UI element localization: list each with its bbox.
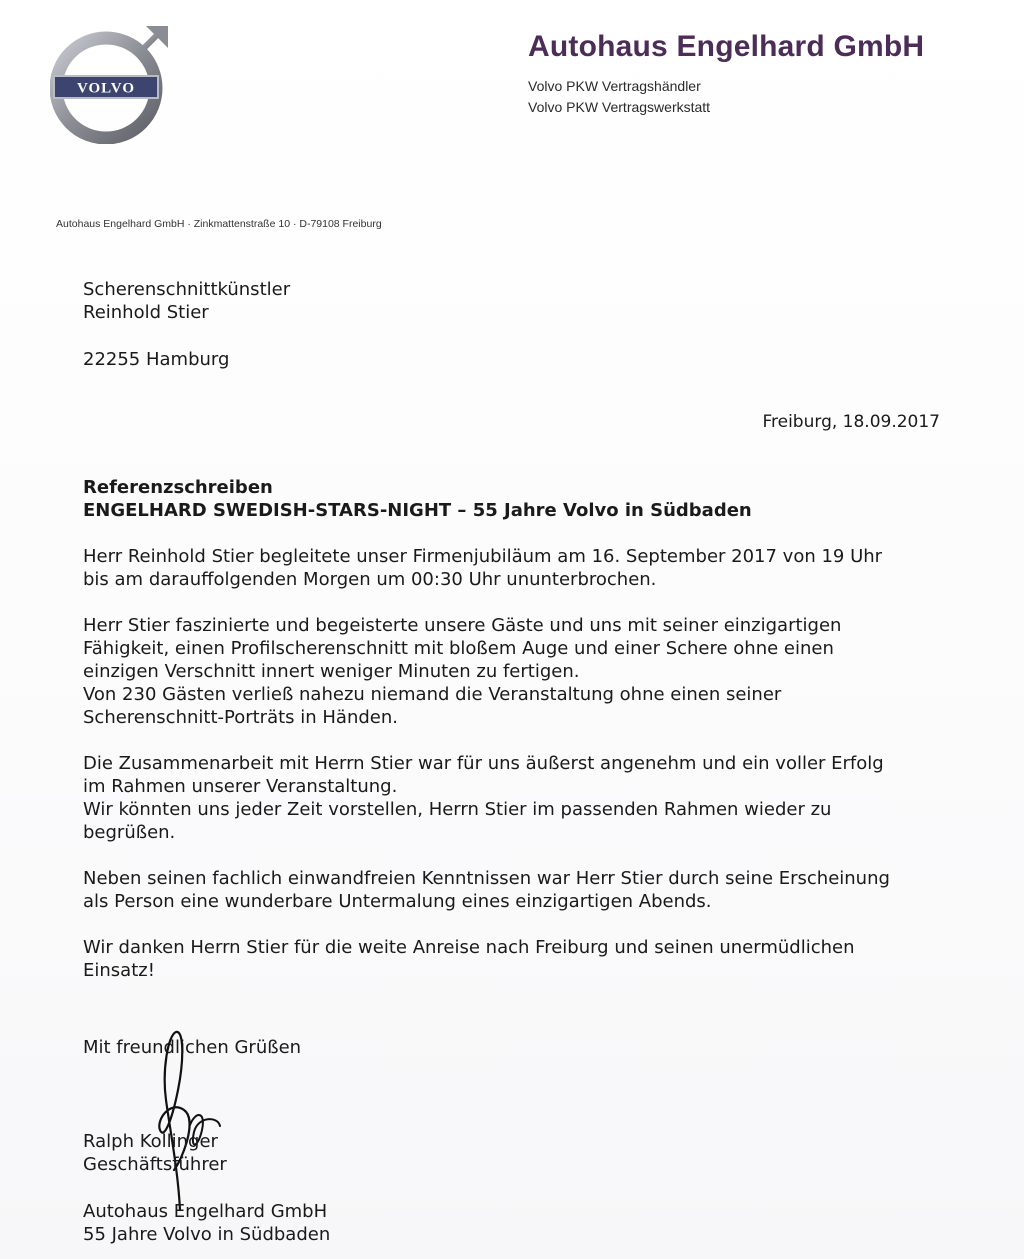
subject-line-1: Referenzschreiben: [83, 477, 273, 498]
footer-company: Autohaus Engelhard GmbH: [83, 1201, 328, 1222]
paragraph-line: einzigen Verschnitt innert weniger Minuten zu fertigen.: [83, 661, 580, 682]
paragraph-line: Von 230 Gästen verließ nahezu niemand die Veranstaltung ohne einen seiner: [83, 684, 782, 705]
paragraph-3: [83, 752, 961, 844]
recipient-city: 22255 Hamburg: [83, 349, 230, 370]
closing-salutation: Mit freundlichen Grüßen: [83, 1037, 302, 1058]
paragraph-line: Wir könnten uns jeder Zeit vorstellen, Herrn Stier im passenden Rahmen wieder zu: [83, 799, 832, 820]
paragraph-line: Wir danken Herrn Stier für die weite Anreise nach Freiburg und seinen unermüdlichen: [83, 937, 855, 958]
signer-title: Geschäftsführer: [83, 1154, 227, 1175]
paragraph-line: Die Zusammenarbeit mit Herrn Stier war für uns äußerst angenehm und ein voller Erfolg: [83, 753, 884, 774]
signer-block: [83, 1130, 227, 1176]
paragraph-line: als Person eine wunderbare Untermalung eines einzigartigen Abends.: [83, 891, 712, 912]
paragraph-line: Scherenschnitt-Porträts in Händen.: [83, 707, 398, 728]
paragraph-5: [83, 936, 961, 982]
signer-name: Ralph Kollinger: [83, 1131, 218, 1152]
sender-address-line: Autohaus Engelhard GmbH · Zinkmattenstraße 10 · D-79108 Freiburg: [56, 218, 382, 230]
subject: [83, 476, 961, 522]
logo-word: VOLVO: [76, 80, 136, 97]
footer-tagline: 55 Jahre Volvo in Südbaden: [83, 1224, 331, 1245]
recipient-line-1: Scherenschnittkünstler: [83, 279, 291, 300]
paragraph-line: Herr Reinhold Stier begleitete unser Firmenjubiläum am 16. September 2017 von 19 Uhr: [83, 546, 883, 567]
company-header: [528, 30, 998, 118]
paragraph-line: Neben seinen fachlich einwandfreien Kenntnissen war Herr Stier durch seine Erscheinung: [83, 868, 890, 889]
company-subtitle-line-2: Volvo PKW Vertragswerkstatt: [528, 99, 711, 115]
company-name: Autohaus Engelhard GmbH: [528, 30, 925, 63]
paragraph-2: [83, 614, 961, 729]
subject-line-2: ENGELHARD SWEDISH-STARS-NIGHT – 55 Jahre Volvo in Südbaden: [83, 500, 752, 521]
recipient-line-2: Reinhold Stier: [83, 302, 209, 323]
paragraph-1: [83, 545, 961, 591]
volvo-logo-graphic: [50, 22, 172, 144]
handwritten-signature: [140, 1020, 250, 1220]
paragraph-line: Fähigkeit, einen Profilscherenschnitt mit bloßem Auge und einer Schere ohne einen: [83, 638, 834, 659]
company-subtitle-line-1: Volvo PKW Vertragshändler: [528, 78, 701, 94]
paragraph-line: Einsatz!: [83, 960, 155, 981]
paragraph-4: [83, 867, 961, 913]
footer-company-block: [83, 1200, 330, 1246]
paragraph-line: Herr Stier faszinierte und begeisterte unsere Gäste und uns mit seiner einzigartigen: [83, 615, 842, 636]
volvo-logo: [50, 22, 172, 144]
paragraph-line: im Rahmen unserer Veranstaltung.: [83, 776, 398, 797]
letter-body: [83, 476, 961, 982]
recipient-address: [83, 278, 290, 371]
paragraph-line: begrüßen.: [83, 822, 176, 843]
company-subtitle: [528, 76, 998, 118]
paragraph-line: bis am darauffolgenden Morgen um 00:30 Uhr ununterbrochen.: [83, 569, 657, 590]
letter-date: Freiburg, 18.09.2017: [762, 412, 940, 432]
